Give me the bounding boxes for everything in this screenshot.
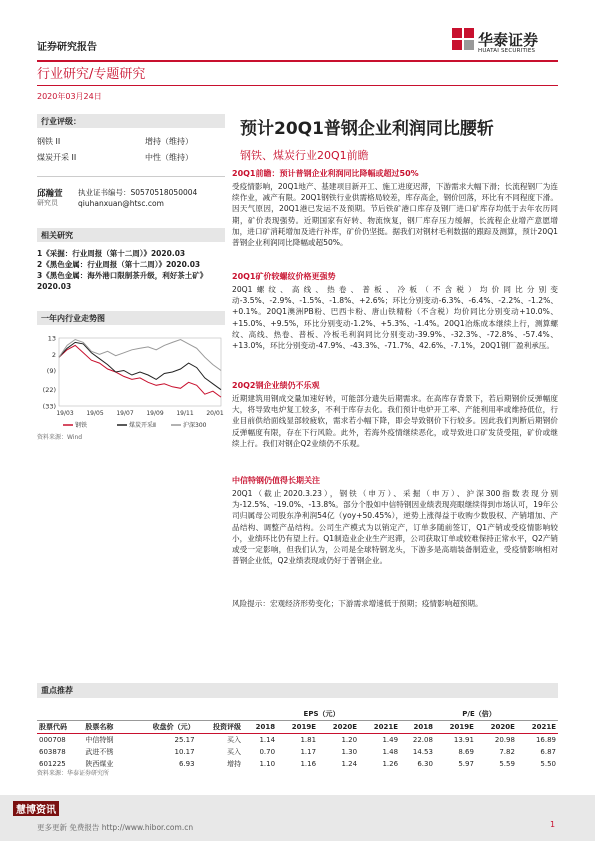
- section-heading: 20Q1矿价较螺纹价格更强势: [232, 272, 336, 281]
- related-header: 相关研究: [37, 228, 225, 242]
- table-cell: 1.26: [382, 760, 399, 768]
- column-header: 投资评级: [213, 723, 241, 731]
- analyst-contact: [78, 187, 197, 209]
- table-row: [37, 758, 558, 770]
- table-cell: 1.48: [382, 748, 399, 756]
- table-cell: 增持: [227, 760, 241, 768]
- column-header: 2020E: [332, 723, 358, 731]
- table-cell: 10.17: [174, 748, 195, 756]
- table-cell: 1.24: [341, 760, 358, 768]
- table-cell: 603878: [39, 748, 66, 756]
- report-date: 2020年03月24日: [37, 92, 102, 101]
- recommend-header: 重点推荐: [37, 683, 558, 698]
- rating-value: 增持（维持）: [145, 137, 193, 146]
- industry-trend-chart: [37, 330, 225, 430]
- table-cell: 1.10: [259, 760, 276, 768]
- type-divider: [37, 85, 558, 86]
- table-cell: 6.87: [540, 748, 556, 756]
- rating-sector: 煤炭开采 II: [37, 153, 77, 162]
- table-cell: 000708: [39, 736, 66, 744]
- analyst-cert: 执业证书编号：S0570518050004: [78, 188, 198, 197]
- table-cell: 13.91: [453, 736, 474, 744]
- page-title: 预计20Q1普钢企业利润同比腰斩: [240, 119, 494, 139]
- legend-label: 钢铁: [75, 422, 88, 429]
- table-cell: 5.50: [540, 760, 556, 768]
- legend-label: 煤炭开采Ⅱ: [129, 422, 156, 429]
- section-heading: 20Q2钢企业绩仍不乐观: [232, 381, 320, 390]
- series-line: [59, 342, 221, 389]
- x-tick-label: 20/01: [206, 410, 224, 417]
- y-tick-label: (33): [42, 402, 56, 411]
- related-item[interactable]: 2《黑色金属：行业周报（第十二周）》2020.03: [37, 260, 201, 269]
- analyst-email: qiuhanxuan@htsc.com: [78, 199, 164, 208]
- section-body: 20Q1（截止2020.3.23），钢铁（申万）、采掘（申万）、沪深300指数表现分别为-12.5%、-19.0%、-13.8%。部分个股如中信特钢因业绩表现亮眼继续得到市场认可，19年公司归属母公司股东净利润54亿（yoy+50.45%），逆势上涨得益于收购少数股权、产销增加、产品结构、调整产品结构。公司生产模式为以销定产，订单多随前签订，Q1产销或受疫情影响较小，业绩环比仍有望上行。Q1制造业企业生产迟滞，公司获取订单或较难保持正常水平，Q2产销或受一定影响，但我们认为，公司是全球特钢龙头，下游多是高端装备制造业，受疫情影响相对普钢企业低，Q2业绩表现或仍好于普钢企业。: [232, 489, 558, 566]
- table-cell: 1.17: [300, 748, 317, 756]
- pe-header: P/E（倍）: [462, 710, 496, 718]
- column-header: 收盘价（元）: [152, 723, 195, 731]
- table-cell: 陕西煤业: [85, 760, 114, 768]
- section-body: 20Q1螺纹、高线、热卷、普板、冷板（不含税）均价同比分别变动-3.5%、-2.9%、-1.5%、-1.8%、+2.6%；环比分别变动-6.3%、-6.4%、-2.2%、-1.2%、+0.1%。20Q1澳洲PB粉、巴西卡粉、唐山铁精粉（不含税）均价同比分别变动+10.0%、+15.0%、+9.5%，环比分别变动-1.2%、+5.3%、-1.4%。20Q1冶炼成本继续上行，测算螺纹、高线、热卷、普板、冷板毛利润同比分别变动-39.9%、-32.3%、-72.8%、-57.4%、+13.0%，环比分别变动-47.9%、-43.3%、-71.7%、42.6%、-7.1%，20Q1钢厂盈利承压。: [232, 285, 558, 351]
- table-row: [37, 746, 558, 758]
- column-header: 2020E: [490, 723, 515, 731]
- rating-sector: 钢铁 II: [37, 137, 61, 146]
- table-cell: 8.69: [458, 748, 474, 756]
- header-divider: [37, 60, 558, 62]
- column-header: 2018: [255, 723, 276, 731]
- footer-link[interactable]: 更多更新 免费报告 http://www.hibor.com.cn: [37, 823, 194, 832]
- legend-label: 沪深300: [183, 422, 207, 429]
- page-subtitle: 钢铁、煤炭行业20Q1前瞻: [240, 149, 369, 162]
- page-number: 1: [550, 820, 556, 829]
- footer-bar: [0, 795, 595, 841]
- table-cell: 1.14: [259, 736, 276, 744]
- x-tick-label: 19/11: [176, 410, 194, 417]
- divider: [37, 176, 225, 177]
- column-header: 2021E: [531, 723, 556, 731]
- table-cell: 1.30: [341, 748, 358, 756]
- x-tick-label: 19/03: [56, 410, 74, 417]
- rating-row: [37, 152, 225, 163]
- y-tick-label: 13: [47, 334, 56, 343]
- logo-english: HUATAI SECURITIES: [478, 48, 536, 54]
- chart-header: 一年内行业走势图: [37, 311, 225, 325]
- column-header: 2019E: [449, 723, 474, 731]
- table-cell: 1.20: [341, 736, 358, 744]
- table-cell: 5.59: [499, 760, 515, 768]
- y-tick-label: (9): [46, 367, 56, 376]
- logo-name: 华泰证券: [478, 31, 539, 49]
- table-row: [37, 734, 558, 747]
- report-type: 行业研究/专题研究: [37, 67, 146, 82]
- section-body: 近期建筑用钢成交量加速好转，可能部分遗失后期需求。在高库存背景下，若后期钢价反弹幅度大，将导致电炉复工较多，不利于库存去化。我们预计电炉开工率、产能利用率或维持低位，行业目前供给面线显部较疲软，需求若小幅下降，即会导致钢价下行较多。因此我们判断后期钢价反弹幅度有限，存在下行风险。此外，若海外疫情继续恶化，或导致进口矿发货受阻，矿价或继续上行。我们对钢企Q2业绩仍不乐观。: [232, 394, 558, 448]
- column-header: 2019E: [291, 723, 317, 731]
- table-cell: 14.53: [412, 748, 433, 756]
- table-cell: 1.81: [300, 736, 317, 744]
- recommend-table: [37, 708, 558, 770]
- table-cell: 5.97: [458, 760, 474, 768]
- rating-header: 行业评级：: [37, 114, 225, 128]
- table-source: 资料来源：华泰证券研究所: [37, 770, 110, 777]
- rating-row: [37, 136, 225, 147]
- table-cell: 1.16: [300, 760, 317, 768]
- related-item[interactable]: 3《黑色金属：海外港口限制茶升级，利好茶土矿》2020.03: [37, 271, 208, 291]
- table-cell: 20.98: [494, 736, 515, 744]
- y-tick-label: 2: [51, 350, 56, 359]
- doc-type-label: 证券研究报告: [37, 42, 97, 53]
- table-cell: 601225: [39, 760, 66, 768]
- eps-header: EPS（元）: [303, 710, 340, 718]
- table-cell: 武进不锈: [85, 748, 114, 756]
- section-ore-price: [232, 271, 558, 351]
- series-line: [59, 345, 221, 397]
- section-q2-outlook: [232, 380, 558, 449]
- table-cell: 7.82: [499, 748, 515, 756]
- table-cell: 25.17: [174, 736, 195, 744]
- chart-source: 资料来源：Wind: [37, 434, 83, 441]
- table-cell: 0.70: [259, 748, 276, 756]
- y-tick-label: (22): [42, 386, 56, 395]
- section-body: 受疫情影响，20Q1地产、基建项目新开工、施工进度迟滞，下游需求大幅下滑；长流程钢厂为连续作业，减产有限。20Q1钢铁行业供需格局较差，库存高企，钢价回落，环比有不同程度下滑。因天气原因，20Q1港已发运不及预期。节后铁矿港口库存及钢厂进口矿库存均低于去年农历同期，矿价表现强势。近期国家有好转、物流恢复，钢厂库存压力缓解，长流程企业增产意愿增加，进口矿消耗增加及进行补库，矿价仍坚挺。据我们对钢材毛利数据的跟踪及测算，预计20Q1普钢企业利润同比降幅或超50%。: [232, 182, 558, 248]
- risk-warning: 风险提示：宏观经济形势变化；下游需求增速低于预期；疫情影响超预期。: [232, 599, 483, 608]
- column-header: 2018: [413, 723, 433, 731]
- analyst-name: 邱瀚萱: [37, 189, 63, 199]
- column-header: 股票代码: [39, 723, 67, 731]
- rating-value: 中性（维持）: [145, 153, 193, 162]
- table-cell: 6.30: [417, 760, 433, 768]
- analyst-role: 研究员: [37, 199, 58, 207]
- table-cell: 买入: [227, 736, 241, 744]
- section-q1-outlook: [232, 168, 558, 248]
- table-cell: 22.08: [412, 736, 433, 744]
- section-citic-special-steel: [232, 475, 558, 566]
- table-cell: 中信特钢: [85, 736, 114, 744]
- related-item[interactable]: 1《采掘：行业周报（第十二周）》2020.03: [37, 249, 186, 258]
- related-list: [37, 248, 225, 292]
- footer-tag: 慧博资讯: [13, 801, 59, 816]
- table-body: [37, 734, 558, 771]
- huatai-logo-icon: [452, 28, 474, 50]
- section-heading: 中信特钢仍值得长期关注: [232, 476, 320, 485]
- table-cell: 买入: [227, 748, 241, 756]
- x-tick-label: 19/07: [116, 410, 134, 417]
- column-header: 股票名称: [85, 723, 114, 731]
- table-cell: 16.89: [535, 736, 556, 744]
- table-cell: 6.93: [178, 760, 195, 768]
- table-header-row: [37, 721, 558, 734]
- table-cell: 1.49: [382, 736, 399, 744]
- column-header: 2021E: [373, 723, 399, 731]
- x-tick-label: 19/05: [86, 410, 104, 417]
- x-tick-label: 19/09: [146, 410, 164, 417]
- section-heading: 20Q1前瞻：预计普钢企业利润同比降幅或超过50%: [232, 169, 419, 178]
